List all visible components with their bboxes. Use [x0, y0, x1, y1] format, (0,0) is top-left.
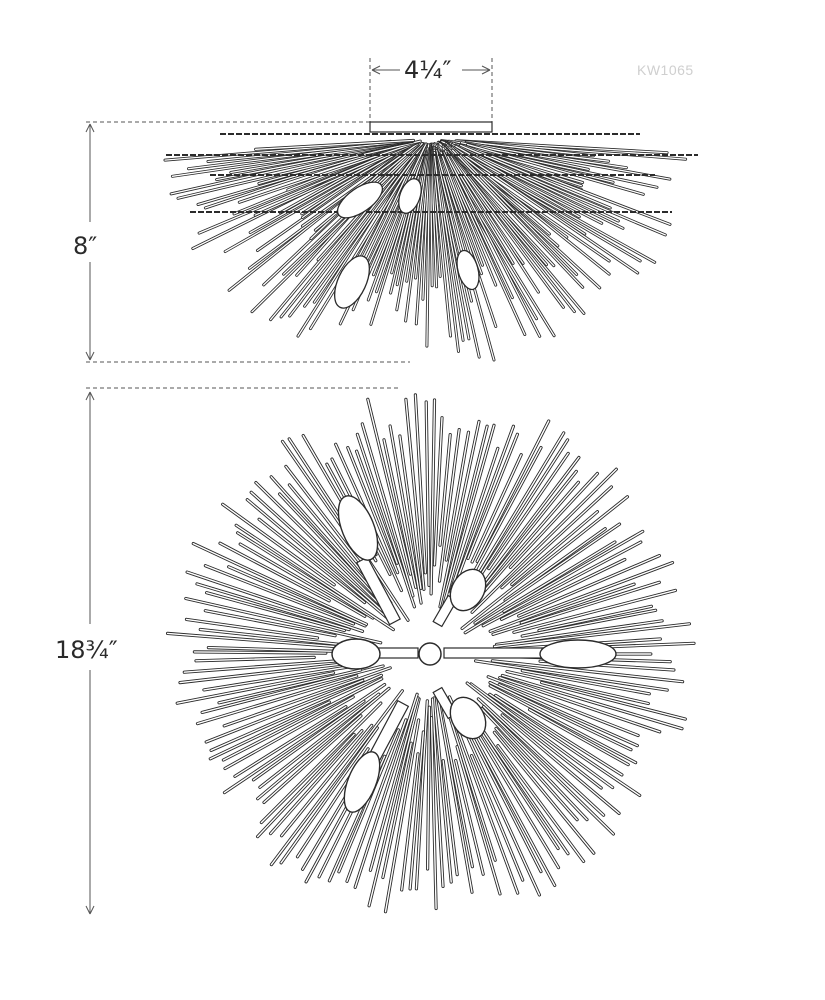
- side-view-spikes: [165, 134, 698, 360]
- arm-right: [444, 648, 542, 658]
- center-hub: [419, 643, 441, 665]
- model-code-watermark: KW1065: [637, 62, 694, 78]
- fixture-side-view: [165, 122, 698, 360]
- plan-bulb-right: [540, 640, 616, 668]
- plan-bulb-left: [332, 639, 380, 669]
- fixture-plan-view: [168, 395, 694, 912]
- canopy: [370, 122, 492, 132]
- canopy-width-label: 4¼″: [404, 56, 452, 84]
- diameter-label: 18¾″: [55, 636, 118, 664]
- height-label: 8″: [73, 232, 98, 260]
- arm-left: [378, 648, 418, 658]
